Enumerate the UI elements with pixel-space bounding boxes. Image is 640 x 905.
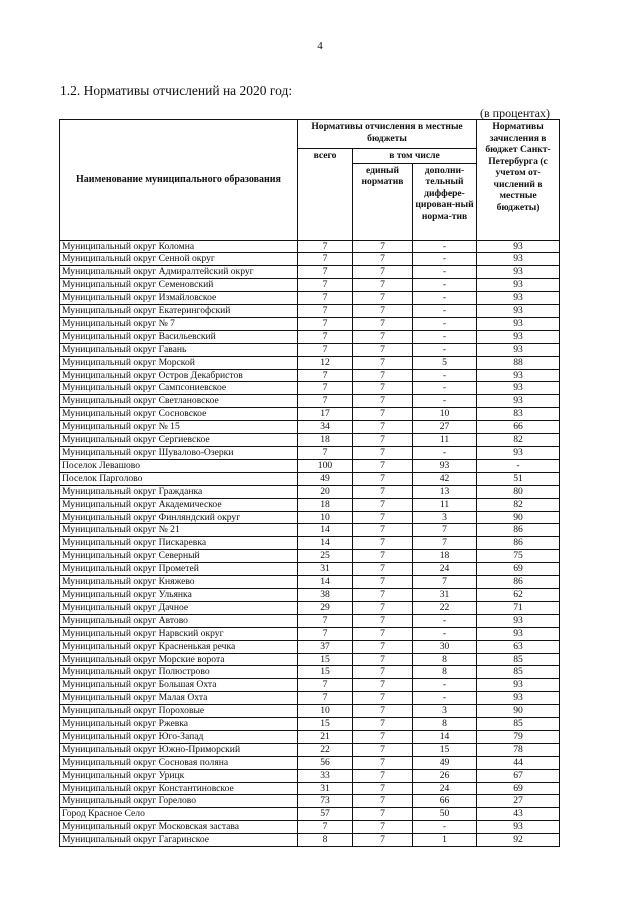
cell-name: Муниципальный округ Юго-Запад	[60, 730, 298, 743]
cell-name: Муниципальный округ Финляндский округ	[60, 511, 298, 524]
cell-spb: -	[477, 459, 560, 472]
cell-total: 7	[298, 679, 353, 692]
table-row	[60, 498, 560, 511]
cell-additional: -	[413, 614, 477, 627]
cell-total: 18	[298, 498, 353, 511]
cell-name: Муниципальный округ Семеновский	[60, 279, 298, 292]
cell-single: 7	[353, 756, 413, 769]
cell-single: 7	[353, 666, 413, 679]
cell-name: Муниципальный округ Гавань	[60, 343, 298, 356]
cell-total: 7	[298, 369, 353, 382]
cell-additional: 5	[413, 356, 477, 369]
cell-total: 31	[298, 782, 353, 795]
cell-spb: 85	[477, 666, 560, 679]
cell-total: 14	[298, 576, 353, 589]
table-row	[60, 782, 560, 795]
cell-additional: 1	[413, 834, 477, 847]
cell-spb: 83	[477, 408, 560, 421]
cell-additional: 7	[413, 524, 477, 537]
table-row	[60, 330, 560, 343]
cell-single: 7	[353, 408, 413, 421]
cell-total: 7	[298, 447, 353, 460]
cell-spb: 93	[477, 330, 560, 343]
cell-name: Муниципальный округ Красненькая речка	[60, 640, 298, 653]
cell-spb: 43	[477, 808, 560, 821]
cell-total: 7	[298, 821, 353, 834]
table-row	[60, 421, 560, 434]
cell-spb: 90	[477, 511, 560, 524]
units-note: (в процентах)	[480, 106, 550, 120]
cell-total: 33	[298, 769, 353, 782]
section-title: 1.2. Нормативы отчислений на 2020 год:	[60, 83, 293, 98]
cell-name: Муниципальный округ Морские ворота	[60, 653, 298, 666]
cell-total: 7	[298, 382, 353, 395]
page-number: 4	[317, 40, 323, 52]
table-row	[60, 588, 560, 601]
header-including: в том числе	[353, 149, 477, 164]
cell-spb: 93	[477, 614, 560, 627]
cell-single: 7	[353, 356, 413, 369]
cell-single: 7	[353, 421, 413, 434]
cell-name: Муниципальный округ Измайловское	[60, 292, 298, 305]
table-row	[60, 692, 560, 705]
cell-total: 7	[298, 240, 353, 253]
cell-additional: -	[413, 821, 477, 834]
cell-spb: 51	[477, 472, 560, 485]
cell-single: 7	[353, 821, 413, 834]
cell-total: 29	[298, 601, 353, 614]
cell-additional: 24	[413, 563, 477, 576]
table-row	[60, 524, 560, 537]
cell-total: 7	[298, 343, 353, 356]
cell-spb: 66	[477, 421, 560, 434]
table-body	[60, 240, 560, 847]
cell-single: 7	[353, 447, 413, 460]
cell-spb: 86	[477, 524, 560, 537]
cell-single: 7	[353, 705, 413, 718]
header-single: единый норматив	[353, 163, 413, 240]
cell-name: Муниципальный округ Нарвский округ	[60, 627, 298, 640]
cell-spb: 93	[477, 240, 560, 253]
cell-total: 15	[298, 653, 353, 666]
table-row	[60, 640, 560, 653]
header-spb-budget: Нормативы зачисления в бюджет Санкт-Петербурга (с учетом от-числений в местные бюджеты)	[477, 120, 560, 241]
cell-single: 7	[353, 369, 413, 382]
cell-spb: 86	[477, 537, 560, 550]
cell-single: 7	[353, 718, 413, 731]
cell-additional: 8	[413, 666, 477, 679]
cell-name: Муниципальный округ Морской	[60, 356, 298, 369]
cell-name: Муниципальный округ № 7	[60, 317, 298, 330]
cell-total: 8	[298, 834, 353, 847]
cell-name: Муниципальный округ Сосновая поляна	[60, 756, 298, 769]
cell-name: Муниципальный округ Сосновское	[60, 408, 298, 421]
cell-spb: 82	[477, 498, 560, 511]
header-local-budgets: Нормативы отчисления в местные бюджеты	[298, 120, 477, 149]
cell-single: 7	[353, 537, 413, 550]
cell-additional: 10	[413, 408, 477, 421]
cell-name: Поселок Левашово	[60, 459, 298, 472]
cell-spb: 93	[477, 317, 560, 330]
cell-spb: 78	[477, 743, 560, 756]
cell-spb: 67	[477, 769, 560, 782]
cell-total: 38	[298, 588, 353, 601]
cell-total: 7	[298, 692, 353, 705]
cell-single: 7	[353, 253, 413, 266]
cell-additional: 13	[413, 485, 477, 498]
cell-total: 7	[298, 330, 353, 343]
cell-name: Муниципальный округ Северный	[60, 550, 298, 563]
table-row	[60, 821, 560, 834]
cell-single: 7	[353, 834, 413, 847]
cell-spb: 93	[477, 447, 560, 460]
cell-total: 15	[298, 666, 353, 679]
table-row	[60, 666, 560, 679]
cell-total: 57	[298, 808, 353, 821]
cell-name: Муниципальный округ Урицк	[60, 769, 298, 782]
cell-additional: 14	[413, 730, 477, 743]
cell-name: Поселок Парголово	[60, 472, 298, 485]
cell-name: Муниципальный округ № 21	[60, 524, 298, 537]
table-row	[60, 756, 560, 769]
cell-single: 7	[353, 601, 413, 614]
cell-total: 49	[298, 472, 353, 485]
cell-additional: 11	[413, 434, 477, 447]
cell-single: 7	[353, 782, 413, 795]
cell-name: Муниципальный округ Московская застава	[60, 821, 298, 834]
cell-total: 7	[298, 292, 353, 305]
cell-total: 7	[298, 317, 353, 330]
cell-total: 14	[298, 524, 353, 537]
cell-total: 7	[298, 253, 353, 266]
cell-single: 7	[353, 472, 413, 485]
norms-table	[59, 119, 560, 847]
cell-additional: -	[413, 343, 477, 356]
cell-additional: -	[413, 627, 477, 640]
table-row	[60, 369, 560, 382]
cell-additional: -	[413, 330, 477, 343]
cell-name: Муниципальный округ Васильевский	[60, 330, 298, 343]
cell-single: 7	[353, 511, 413, 524]
table-row	[60, 292, 560, 305]
table-header	[60, 120, 560, 241]
cell-spb: 79	[477, 730, 560, 743]
table-row	[60, 434, 560, 447]
cell-total: 17	[298, 408, 353, 421]
table-row	[60, 356, 560, 369]
cell-spb: 93	[477, 692, 560, 705]
cell-single: 7	[353, 292, 413, 305]
cell-single: 7	[353, 395, 413, 408]
cell-total: 31	[298, 563, 353, 576]
table-row	[60, 550, 560, 563]
cell-spb: 85	[477, 718, 560, 731]
cell-spb: 93	[477, 395, 560, 408]
cell-additional: 8	[413, 653, 477, 666]
cell-additional: 18	[413, 550, 477, 563]
cell-name: Муниципальный округ Южно-Приморский	[60, 743, 298, 756]
cell-single: 7	[353, 769, 413, 782]
table-row	[60, 447, 560, 460]
cell-name: Муниципальный округ Сенной округ	[60, 253, 298, 266]
cell-spb: 80	[477, 485, 560, 498]
cell-name: Муниципальный округ Константиновское	[60, 782, 298, 795]
cell-name: Муниципальный округ Адмиралтейский округ	[60, 266, 298, 279]
cell-spb: 93	[477, 292, 560, 305]
cell-spb: 85	[477, 653, 560, 666]
cell-additional: -	[413, 305, 477, 318]
cell-additional: -	[413, 253, 477, 266]
cell-additional: 24	[413, 782, 477, 795]
cell-name: Муниципальный округ Сергиевское	[60, 434, 298, 447]
cell-total: 22	[298, 743, 353, 756]
cell-total: 20	[298, 485, 353, 498]
header-total: всего	[298, 149, 353, 241]
table-row	[60, 769, 560, 782]
cell-spb: 69	[477, 782, 560, 795]
cell-additional: 15	[413, 743, 477, 756]
table-row	[60, 705, 560, 718]
cell-spb: 93	[477, 679, 560, 692]
cell-single: 7	[353, 808, 413, 821]
cell-single: 7	[353, 330, 413, 343]
cell-spb: 71	[477, 601, 560, 614]
cell-spb: 93	[477, 382, 560, 395]
cell-additional: 50	[413, 808, 477, 821]
cell-additional: 7	[413, 576, 477, 589]
cell-single: 7	[353, 459, 413, 472]
table-row	[60, 627, 560, 640]
cell-spb: 93	[477, 253, 560, 266]
table-row	[60, 614, 560, 627]
cell-additional: 26	[413, 769, 477, 782]
cell-single: 7	[353, 434, 413, 447]
cell-name: Муниципальный округ Княжево	[60, 576, 298, 589]
cell-spb: 93	[477, 305, 560, 318]
cell-single: 7	[353, 550, 413, 563]
cell-total: 21	[298, 730, 353, 743]
cell-name: Муниципальный округ Пороховые	[60, 705, 298, 718]
cell-single: 7	[353, 743, 413, 756]
cell-total: 12	[298, 356, 353, 369]
cell-spb: 86	[477, 576, 560, 589]
cell-single: 7	[353, 653, 413, 666]
cell-additional: 7	[413, 537, 477, 550]
cell-additional: -	[413, 240, 477, 253]
cell-single: 7	[353, 576, 413, 589]
table-row	[60, 679, 560, 692]
cell-single: 7	[353, 266, 413, 279]
cell-single: 7	[353, 679, 413, 692]
table-row	[60, 485, 560, 498]
table-row	[60, 459, 560, 472]
table-row	[60, 563, 560, 576]
cell-additional: -	[413, 447, 477, 460]
table-row	[60, 305, 560, 318]
cell-name: Город Красное Село	[60, 808, 298, 821]
cell-name: Муниципальный округ Коломна	[60, 240, 298, 253]
header-name: Наименование муниципального образования	[60, 120, 298, 241]
cell-additional: 27	[413, 421, 477, 434]
cell-total: 37	[298, 640, 353, 653]
cell-name: Муниципальный округ Большая Охта	[60, 679, 298, 692]
table-row	[60, 795, 560, 808]
cell-additional: 49	[413, 756, 477, 769]
cell-total: 15	[298, 718, 353, 731]
cell-single: 7	[353, 305, 413, 318]
table-row	[60, 511, 560, 524]
table-row	[60, 730, 560, 743]
cell-total: 56	[298, 756, 353, 769]
cell-additional: 31	[413, 588, 477, 601]
cell-additional: -	[413, 382, 477, 395]
cell-single: 7	[353, 588, 413, 601]
cell-single: 7	[353, 730, 413, 743]
table-row	[60, 718, 560, 731]
table-row	[60, 576, 560, 589]
cell-single: 7	[353, 692, 413, 705]
cell-name: Муниципальный округ Автово	[60, 614, 298, 627]
table-row	[60, 808, 560, 821]
cell-additional: 66	[413, 795, 477, 808]
table-row	[60, 408, 560, 421]
cell-name: Муниципальный округ Малая Охта	[60, 692, 298, 705]
cell-name: Муниципальный округ Горелово	[60, 795, 298, 808]
cell-spb: 62	[477, 588, 560, 601]
table-row	[60, 601, 560, 614]
table-row	[60, 240, 560, 253]
cell-total: 34	[298, 421, 353, 434]
table-row	[60, 743, 560, 756]
cell-spb: 27	[477, 795, 560, 808]
cell-additional: -	[413, 266, 477, 279]
cell-spb: 93	[477, 821, 560, 834]
cell-spb: 92	[477, 834, 560, 847]
cell-name: Муниципальный округ Полюстрово	[60, 666, 298, 679]
cell-total: 7	[298, 279, 353, 292]
table-row	[60, 395, 560, 408]
cell-single: 7	[353, 498, 413, 511]
cell-name: Муниципальный округ Екатерингофский	[60, 305, 298, 318]
table-row	[60, 279, 560, 292]
cell-name: Муниципальный округ Шувалово-Озерки	[60, 447, 298, 460]
cell-spb: 93	[477, 266, 560, 279]
cell-total: 73	[298, 795, 353, 808]
cell-name: Муниципальный округ Ульянка	[60, 588, 298, 601]
cell-single: 7	[353, 614, 413, 627]
cell-total: 10	[298, 705, 353, 718]
cell-spb: 82	[477, 434, 560, 447]
cell-additional: 42	[413, 472, 477, 485]
cell-additional: -	[413, 317, 477, 330]
cell-spb: 90	[477, 705, 560, 718]
cell-additional: 8	[413, 718, 477, 731]
cell-spb: 63	[477, 640, 560, 653]
cell-spb: 93	[477, 627, 560, 640]
cell-total: 7	[298, 395, 353, 408]
cell-total: 100	[298, 459, 353, 472]
header-additional: дополни-тельный диффере-цирован-ный норма-тив	[413, 163, 477, 240]
cell-additional: 30	[413, 640, 477, 653]
cell-spb: 44	[477, 756, 560, 769]
cell-name: Муниципальный округ Светлановское	[60, 395, 298, 408]
cell-single: 7	[353, 563, 413, 576]
cell-name: Муниципальный округ Сампсониевское	[60, 382, 298, 395]
cell-name: Муниципальный округ Гагаринское	[60, 834, 298, 847]
table-row	[60, 253, 560, 266]
cell-spb: 93	[477, 369, 560, 382]
cell-spb: 93	[477, 279, 560, 292]
table-row	[60, 343, 560, 356]
cell-additional: -	[413, 679, 477, 692]
cell-additional: -	[413, 279, 477, 292]
cell-spb: 93	[477, 343, 560, 356]
cell-additional: -	[413, 395, 477, 408]
cell-name: Муниципальный округ Гражданка	[60, 485, 298, 498]
cell-name: Муниципальный округ Дачное	[60, 601, 298, 614]
cell-name: Муниципальный округ Ржевка	[60, 718, 298, 731]
cell-single: 7	[353, 343, 413, 356]
cell-additional: 3	[413, 511, 477, 524]
cell-total: 25	[298, 550, 353, 563]
cell-total: 7	[298, 627, 353, 640]
cell-total: 7	[298, 614, 353, 627]
cell-single: 7	[353, 795, 413, 808]
cell-name: Муниципальный округ Пискаревка	[60, 537, 298, 550]
cell-single: 7	[353, 240, 413, 253]
cell-total: 7	[298, 266, 353, 279]
cell-name: Муниципальный округ Остров Декабристов	[60, 369, 298, 382]
cell-total: 7	[298, 305, 353, 318]
cell-spb: 75	[477, 550, 560, 563]
cell-additional: 11	[413, 498, 477, 511]
table-row	[60, 266, 560, 279]
cell-total: 14	[298, 537, 353, 550]
table-row	[60, 317, 560, 330]
cell-single: 7	[353, 640, 413, 653]
table-row	[60, 382, 560, 395]
table-row	[60, 537, 560, 550]
cell-additional: -	[413, 692, 477, 705]
cell-additional: 93	[413, 459, 477, 472]
table-row	[60, 472, 560, 485]
cell-single: 7	[353, 279, 413, 292]
cell-additional: -	[413, 369, 477, 382]
cell-name: Муниципальный округ № 15	[60, 421, 298, 434]
cell-single: 7	[353, 382, 413, 395]
cell-single: 7	[353, 627, 413, 640]
cell-spb: 88	[477, 356, 560, 369]
cell-total: 10	[298, 511, 353, 524]
cell-single: 7	[353, 317, 413, 330]
cell-total: 18	[298, 434, 353, 447]
cell-single: 7	[353, 524, 413, 537]
table-row	[60, 834, 560, 847]
cell-spb: 69	[477, 563, 560, 576]
cell-single: 7	[353, 485, 413, 498]
cell-additional: 22	[413, 601, 477, 614]
cell-name: Муниципальный округ Академическое	[60, 498, 298, 511]
cell-name: Муниципальный округ Прометей	[60, 563, 298, 576]
cell-additional: 3	[413, 705, 477, 718]
table-row	[60, 653, 560, 666]
cell-additional: -	[413, 292, 477, 305]
